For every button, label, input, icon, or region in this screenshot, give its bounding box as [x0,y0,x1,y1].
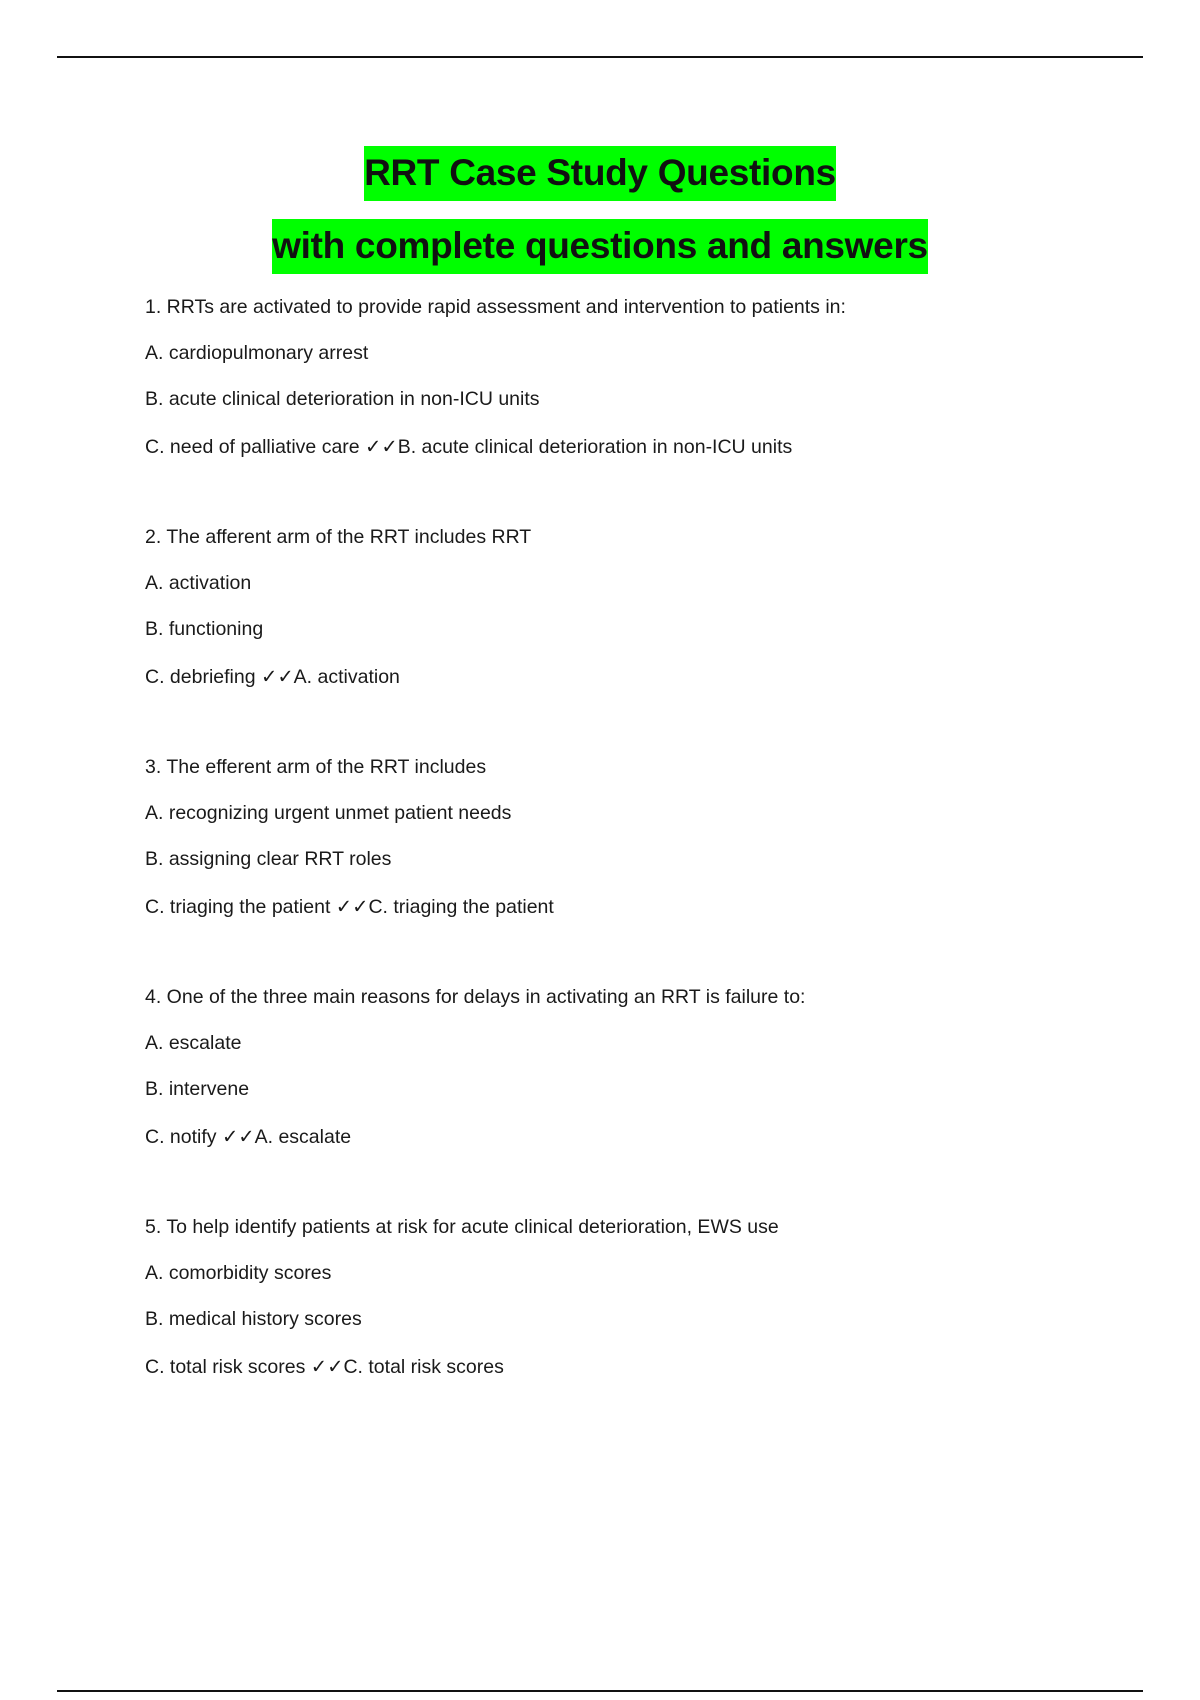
option-a: A. cardiopulmonary arrest [145,342,369,364]
option-c-with-answer: C. triaging the patient ✓✓C. triaging the patient [145,896,554,918]
option-b: B. acute clinical deterioration in non-ICU units [145,388,540,410]
question-block-4 [145,980,1125,1210]
question-text: 5. To help identify patients at risk for acute clinical deterioration, EWS use [145,1216,779,1238]
option-a: A. recognizing urgent unmet patient needs [145,802,512,824]
question-block-1 [145,290,1125,520]
question-text: 2. The afferent arm of the RRT includes RRT [145,526,532,548]
title-line-1 [0,146,1200,201]
option-b: B. assigning clear RRT roles [145,848,392,870]
top-rule [57,56,1143,58]
option-c-with-answer: C. notify ✓✓A. escalate [145,1126,352,1148]
option-b: B. medical history scores [145,1308,362,1330]
title-line-2 [0,219,1200,274]
question-block-2 [145,520,1125,750]
title-main: RRT Case Study Questions [364,146,836,201]
option-b: B. functioning [145,618,264,640]
bottom-rule [57,1690,1143,1692]
question-text: 4. One of the three main reasons for delays in activating an RRT is failure to: [145,986,806,1008]
question-block-3 [145,750,1125,980]
question-text: 1. RRTs are activated to provide rapid assessment and intervention to patients in: [145,296,846,318]
option-c-with-answer: C. need of palliative care ✓✓B. acute clinical deterioration in non-ICU units [145,436,793,458]
document-title [0,146,1200,274]
option-c-with-answer: C. total risk scores ✓✓C. total risk scores [145,1356,504,1378]
question-block-5 [145,1210,1125,1440]
option-a: A. comorbidity scores [145,1262,332,1284]
option-a: A. activation [145,572,252,594]
question-text: 3. The efferent arm of the RRT includes [145,756,487,778]
question-list [145,290,1125,1440]
option-a: A. escalate [145,1032,242,1054]
option-c-with-answer: C. debriefing ✓✓A. activation [145,666,400,688]
title-subtitle: with complete questions and answers [272,219,928,274]
option-b: B. intervene [145,1078,250,1100]
